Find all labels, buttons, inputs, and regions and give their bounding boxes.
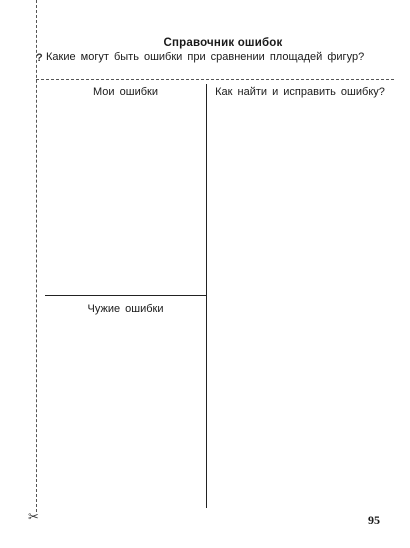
cut-line-horizontal [36, 79, 394, 80]
question-block [36, 51, 396, 64]
question-mark-icon: ? [36, 52, 43, 64]
question-text: Какие могут быть ошибки при сравнении площадей фигур? [46, 51, 365, 63]
column-divider [206, 84, 207, 508]
others-errors-label: Чужие ошибки [87, 303, 164, 315]
cut-line-vertical [36, 0, 37, 512]
row-divider [45, 295, 206, 296]
page-title: Справочник ошибок [163, 37, 283, 49]
my-errors-label: Мои ошибки [93, 86, 158, 98]
scissors-icon: ✂ [28, 509, 39, 524]
how-to-fix-label: Как найти и исправить ошибку? [215, 86, 385, 98]
page-number: 95 [368, 513, 380, 527]
